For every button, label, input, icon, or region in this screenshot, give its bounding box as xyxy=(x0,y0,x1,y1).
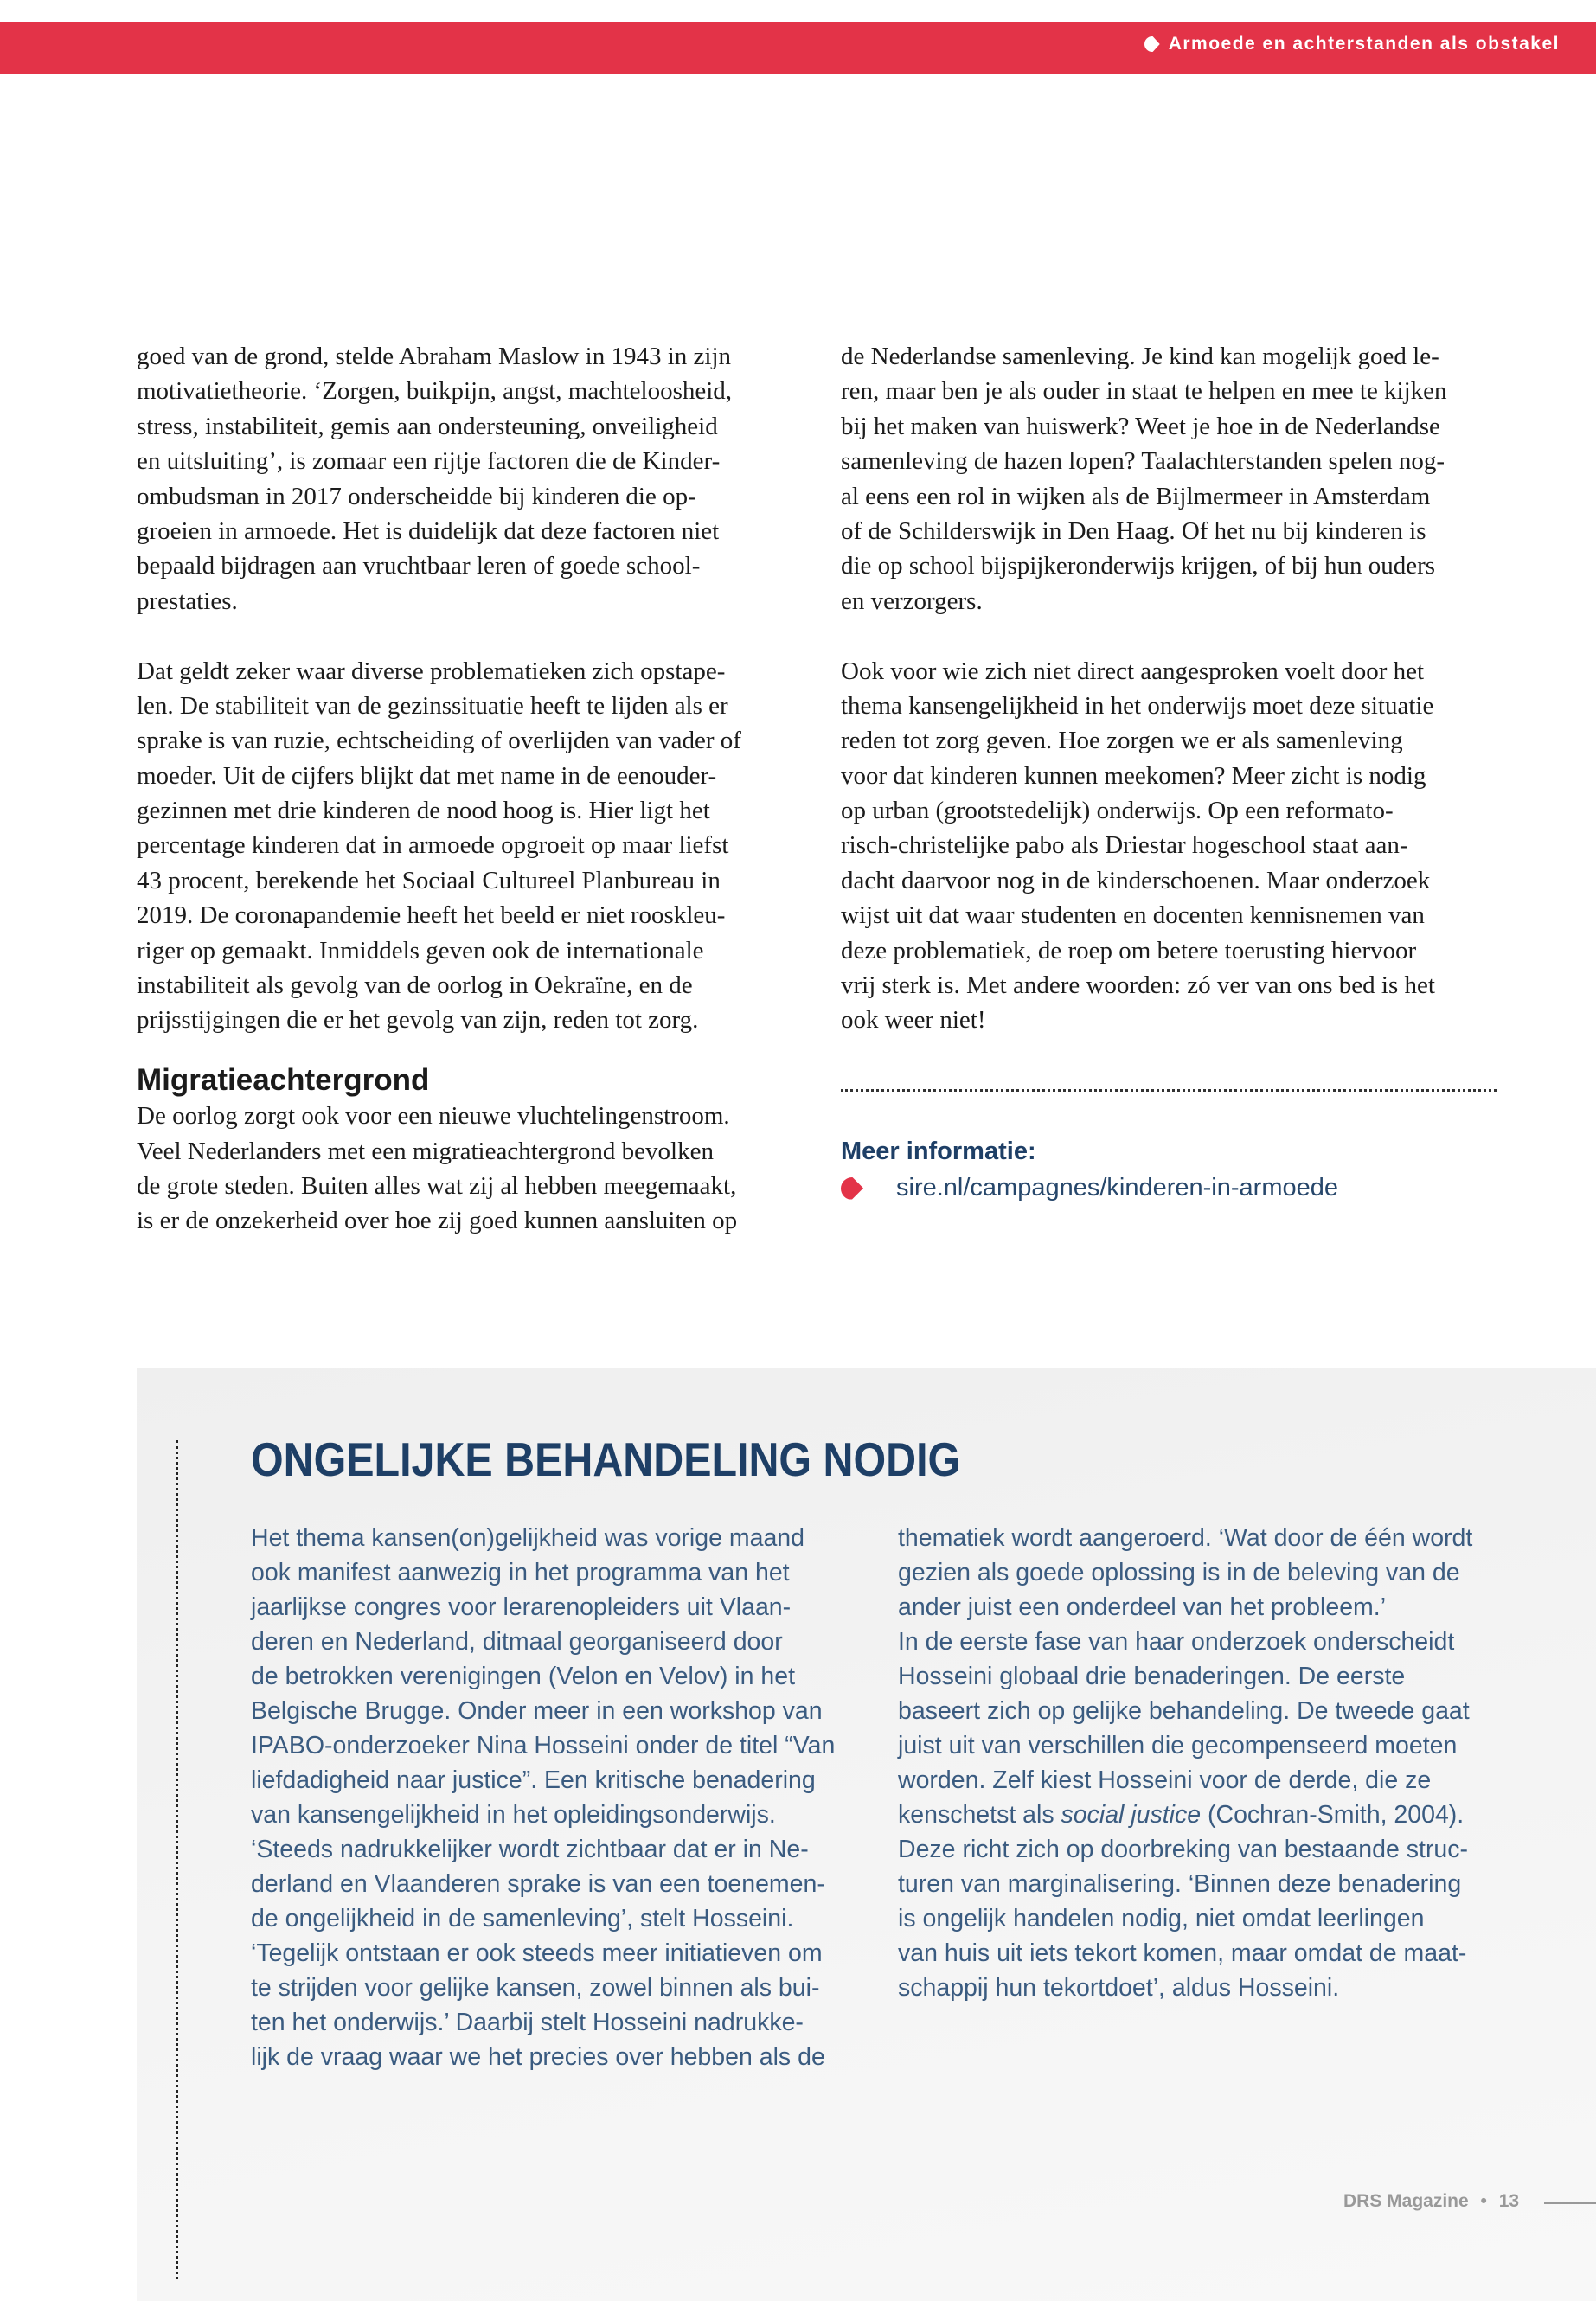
text-line: ren, maar ben je als ouder in staat te helpen en mee te kijken xyxy=(841,377,1447,406)
box-title: ONGELIJKE BEHANDELING NODIG xyxy=(251,1433,961,1486)
text-line: de grote steden. Buiten alles wat zij al hebben meegemaakt, xyxy=(137,1171,737,1200)
section-header-bar xyxy=(0,22,1596,74)
text-line: ‘Tegelijk ontstaan er ook steeds meer initiatieven om xyxy=(251,1939,823,1967)
text-line: derland en Vlaanderen sprake is van een toenemen- xyxy=(251,1870,825,1898)
text-line: van huis uit iets tekort komen, maar omdat de maat- xyxy=(898,1939,1467,1967)
text-line: de Nederlandse samenleving. Je kind kan mogelijk goed le- xyxy=(841,343,1439,370)
text-line: te strijden voor gelijke kansen, zowel binnen als bui- xyxy=(251,1974,820,2002)
section-label xyxy=(1144,34,1560,54)
dotted-divider xyxy=(841,1089,1497,1092)
text-line: en verzorgers. xyxy=(841,586,983,615)
text-line: ook weer niet! xyxy=(841,1006,986,1035)
text-line: thema kansengelijkheid in het onderwijs moet deze situatie xyxy=(841,691,1434,720)
text-line: prestaties. xyxy=(137,586,238,615)
text-line: wijst uit dat waar studenten en docenten kennisnemen van xyxy=(841,901,1425,930)
text-line: gezinnen met drie kinderen de nood hoog is. Hier ligt het xyxy=(137,797,710,825)
text-line: De oorlog zorgt ook voor een nieuwe vluchtelingenstroom. xyxy=(137,1102,730,1131)
paragraph xyxy=(841,339,1447,619)
text-line: juist uit van verschillen die gecompenseerd moeten xyxy=(898,1732,1458,1759)
paragraph xyxy=(841,654,1447,1038)
more-info-label: Meer informatie: xyxy=(841,1138,1036,1165)
text-line: liefdadigheid naar justice”. Een kritische benadering xyxy=(251,1766,816,1794)
more-info-link-row[interactable] xyxy=(841,1174,1338,1202)
text-line: moeder. Uit de cijfers blijkt dat met name in de eenouder- xyxy=(137,761,717,790)
section-title: Armoede en achterstanden als obstakel xyxy=(1168,34,1560,54)
more-info-link[interactable]: sire.nl/campagnes/kinderen-in-armoede xyxy=(896,1174,1338,1202)
text-line: Deze richt zich op doorbreking van bestaande struc- xyxy=(898,1836,1469,1863)
text-line: of de Schilderswijk in Den Haag. Of het nu bij kinderen is xyxy=(841,516,1426,545)
text-line: samenleving de hazen lopen? Taalachterstanden spelen nog- xyxy=(841,447,1445,476)
text-line: ‘Steeds nadrukkelijker wordt zichtbaar dat er in Ne- xyxy=(251,1836,809,1863)
text-line: en uitsluiting’, is zomaar een rijtje factoren die de Kinder- xyxy=(137,447,721,476)
text-line: IPABO-onderzoeker Nina Hosseini onder de titel “Van xyxy=(251,1732,836,1759)
box-left-column xyxy=(251,1521,835,2074)
text-line: de ongelijkheid in de samenleving’, stelt Hosseini. xyxy=(251,1905,794,1932)
text-line: dacht daarvoor nog in de kinderschoenen. Maar onderzoek xyxy=(841,866,1431,894)
text-line: gezien als goede oplossing is in de beleving van de xyxy=(898,1559,1460,1586)
right-text-column xyxy=(841,339,1447,1073)
text-line: deze problematiek, de roep om betere toerusting hiervoor xyxy=(841,936,1417,965)
text-line: percentage kinderen dat in armoede opgroeit op maar liefst xyxy=(137,831,729,860)
red-bullet-icon xyxy=(841,1177,863,1200)
text-line: Veel Nederlanders met een migratieachtergrond bevolken xyxy=(137,1137,714,1165)
text-line: kenschetst als social justice (Cochran-Smith, 2004). xyxy=(898,1801,1465,1829)
publication-name: DRS Magazine xyxy=(1343,2191,1469,2211)
text-line: instabiliteit als gevolg van de oorlog in Oekraïne, en de xyxy=(137,971,693,1000)
text-line: vrij sterk is. Met andere woorden: zó ver van ons bed is het xyxy=(841,971,1435,1000)
page-footer xyxy=(1343,2191,1519,2212)
text-line: is er de onzekerheid over hoe zij goed kunnen aansluiten op xyxy=(137,1207,738,1235)
text-line: Hosseini globaal drie benaderingen. De eerste xyxy=(898,1663,1406,1690)
text-line: len. De stabiliteit van de gezinssituatie heeft te lijden als er xyxy=(137,691,728,720)
text-line: 2019. De coronapandemie heeft het beeld er niet rooskleu- xyxy=(137,901,726,930)
text-line: Dat geldt zeker waar diverse problematieken zich opstape- xyxy=(137,657,726,685)
text-line: al eens een rol in wijken als de Bijlmermeer in Amsterdam xyxy=(841,482,1431,510)
text-line: lijk de vraag waar we het precies over hebben als de xyxy=(251,2043,825,2071)
page-number: 13 xyxy=(1498,2191,1520,2211)
text-line: groeien in armoede. Het is duidelijk dat deze factoren niet xyxy=(137,516,720,545)
text-line: turen van marginalisering. ‘Binnen deze benadering xyxy=(898,1870,1462,1898)
text-line: In de eerste fase van haar onderzoek onderscheidt xyxy=(898,1628,1455,1656)
text-line: goed van de grond, stelde Abraham Maslow in 1943 in zijn xyxy=(137,343,732,370)
text-line: reden tot zorg geven. Hoe zorgen we er als samenleving xyxy=(841,727,1403,755)
text-line: thematiek wordt aangeroerd. ‘Wat door de één wordt xyxy=(898,1524,1473,1552)
text-line: risch-christelijke pabo als Driestar hogeschool staat aan- xyxy=(841,831,1408,860)
text-line: voor dat kinderen kunnen meekomen? Meer zicht is nodig xyxy=(841,761,1426,790)
text-line: worden. Zelf kiest Hosseini voor de derde, die ze xyxy=(898,1766,1432,1794)
left-text-column xyxy=(137,339,741,1239)
paragraph xyxy=(137,339,741,619)
text-line: prijsstijgingen die er het gevolg van zijn, reden tot zorg. xyxy=(137,1006,699,1035)
text-line: riger op gemaakt. Inmiddels geven ook de internationale xyxy=(137,936,704,965)
bullet-icon xyxy=(1144,36,1160,52)
text-line: van kansengelijkheid in het opleidingsonderwijs. xyxy=(251,1801,776,1829)
vertical-dotted-line xyxy=(176,1440,178,2279)
text-line: schappij hun tekortdoet’, aldus Hosseini. xyxy=(898,1974,1340,2002)
text-line: baseert zich op gelijke behandeling. De tweede gaat xyxy=(898,1697,1470,1725)
text-line: is ongelijk handelen nodig, niet omdat leerlingen xyxy=(898,1905,1425,1932)
text-line: motivatietheorie. ‘Zorgen, buikpijn, angst, machteloosheid, xyxy=(137,377,733,406)
text-line: ten het onderwijs.’ Daarbij stelt Hosseini nadrukke- xyxy=(251,2009,804,2036)
text-line: jaarlijkse congres voor lerarenopleiders uit Vlaan- xyxy=(251,1593,792,1621)
text-line: Het thema kansen(on)gelijkheid was vorige maand xyxy=(251,1524,805,1552)
text-line: Belgische Brugge. Onder meer in een workshop van xyxy=(251,1697,823,1725)
box-right-column xyxy=(898,1521,1472,2005)
text-line: ook manifest aanwezig in het programma van het xyxy=(251,1559,790,1586)
text-line: die op school bijspijkeronderwijs krijgen, of bij hun ouders xyxy=(841,552,1436,580)
text-line: op urban (grootstedelijk) onderwijs. Op een reformato- xyxy=(841,797,1394,825)
text-line: deren en Nederland, ditmaal georganiseerd door xyxy=(251,1628,783,1656)
text-line: bepaald bijdragen aan vruchtbaar leren of goede school- xyxy=(137,552,701,580)
text-line: 43 procent, berekende het Sociaal Cultureel Planbureau in xyxy=(137,866,721,894)
text-line: sprake is van ruzie, echtscheiding of overlijden van vader of xyxy=(137,727,741,755)
text-line: de betrokken verenigingen (Velon en Velov) in het xyxy=(251,1663,796,1690)
text-line: Ook voor wie zich niet direct aangesproken voelt door het xyxy=(841,657,1425,685)
subheading-migratieachtergrond: Migratieachtergrond xyxy=(137,1063,430,1098)
paragraph xyxy=(137,654,741,1038)
footer-rule xyxy=(1544,2202,1596,2204)
text-line: ander juist een onderdeel van het probleem.’ xyxy=(898,1593,1387,1621)
text-line: ombudsman in 2017 onderscheidde bij kinderen die op- xyxy=(137,482,696,510)
footer-separator: • xyxy=(1480,2191,1487,2211)
text-line: bij het maken van huiswerk? Weet je hoe in de Nederlandse xyxy=(841,412,1440,440)
text-line: stress, instabiliteit, gemis aan ondersteuning, onveiligheid xyxy=(137,412,718,440)
